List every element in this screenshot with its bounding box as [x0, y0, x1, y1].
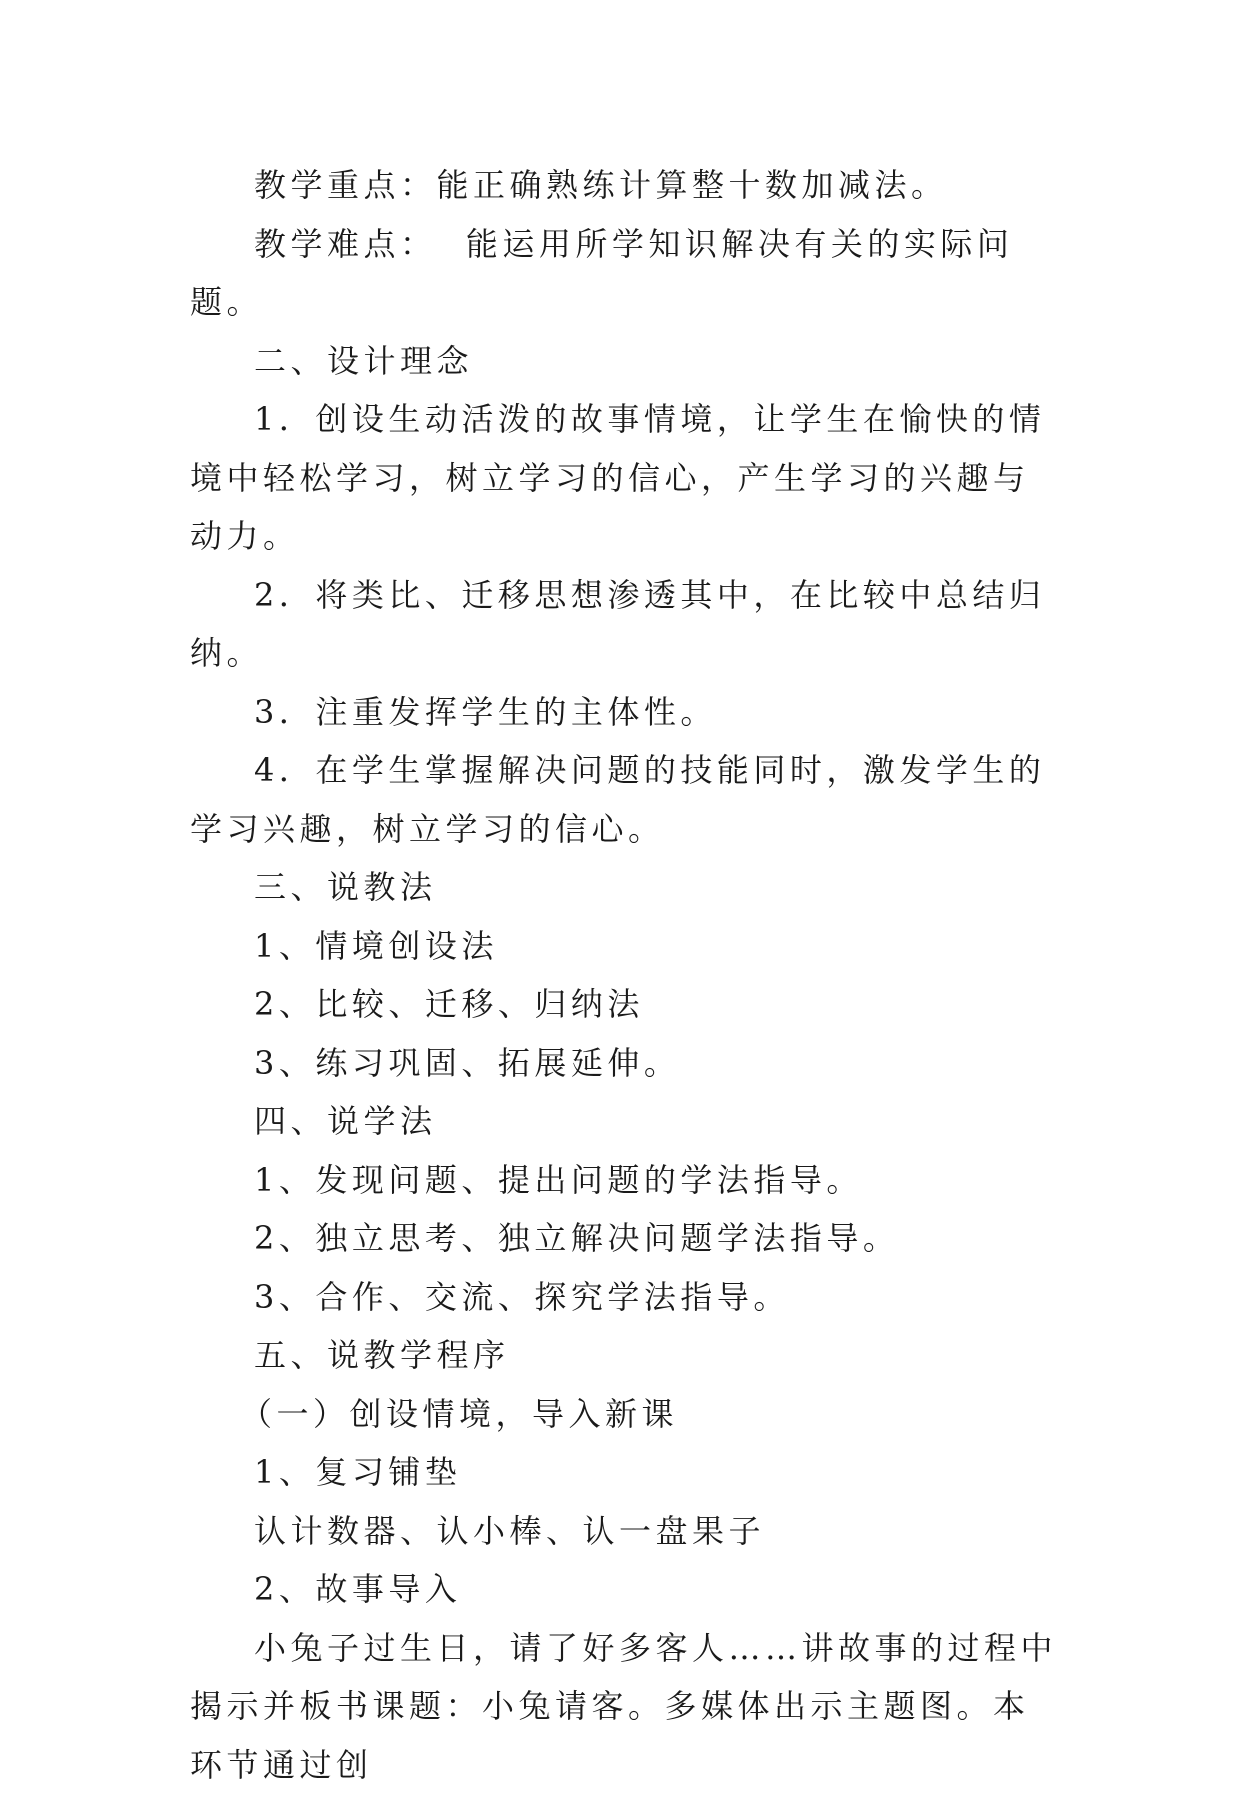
list-item-story-intro: 2、故事导入: [190, 1560, 1060, 1619]
paragraph-concept-2: 2．将类比、迁移思想渗透其中，在比较中总结归纳。: [190, 566, 1060, 683]
subheading-create-situation: （一）创设情境，导入新课: [190, 1385, 1060, 1444]
paragraph-concept-4: 4．在学生掌握解决问题的技能同时，激发学生的学习兴趣，树立学习的信心。: [190, 741, 1060, 858]
document-body: [190, 156, 1060, 1794]
heading-teaching-methods: 三、说教法: [190, 858, 1060, 917]
heading-teaching-procedure: 五、说教学程序: [190, 1326, 1060, 1385]
heading-learning-methods: 四、说学法: [190, 1092, 1060, 1151]
list-item-learning-1: 1、发现问题、提出问题的学法指导。: [190, 1151, 1060, 1210]
list-item-method-3: 3、练习巩固、拓展延伸。: [190, 1034, 1060, 1093]
paragraph-concept-1: 1．创设生动活泼的故事情境，让学生在愉快的情境中轻松学习，树立学习的信心，产生学习的兴趣与动力。: [190, 390, 1060, 566]
heading-design-concept: 二、设计理念: [190, 332, 1060, 391]
list-item-review: 1、复习铺垫: [190, 1443, 1060, 1502]
list-item-learning-2: 2、独立思考、独立解决问题学法指导。: [190, 1209, 1060, 1268]
list-item-method-1: 1、情境创设法: [190, 917, 1060, 976]
list-item-method-2: 2、比较、迁移、归纳法: [190, 975, 1060, 1034]
paragraph-review-content: 认计数器、认小棒、认一盘果子: [190, 1502, 1060, 1561]
list-item-learning-3: 3、合作、交流、探究学法指导。: [190, 1268, 1060, 1327]
paragraph-story: 小兔子过生日，请了好多客人……讲故事的过程中揭示并板书课题：小兔请客。多媒体出示主题图。本环节通过创: [190, 1619, 1060, 1794]
paragraph-teaching-focus: 教学重点：能正确熟练计算整十数加减法。: [190, 156, 1060, 215]
paragraph-concept-3: 3．注重发挥学生的主体性。: [190, 683, 1060, 742]
paragraph-teaching-difficulty: 教学难点： 能运用所学知识解决有关的实际问题。: [190, 215, 1060, 332]
